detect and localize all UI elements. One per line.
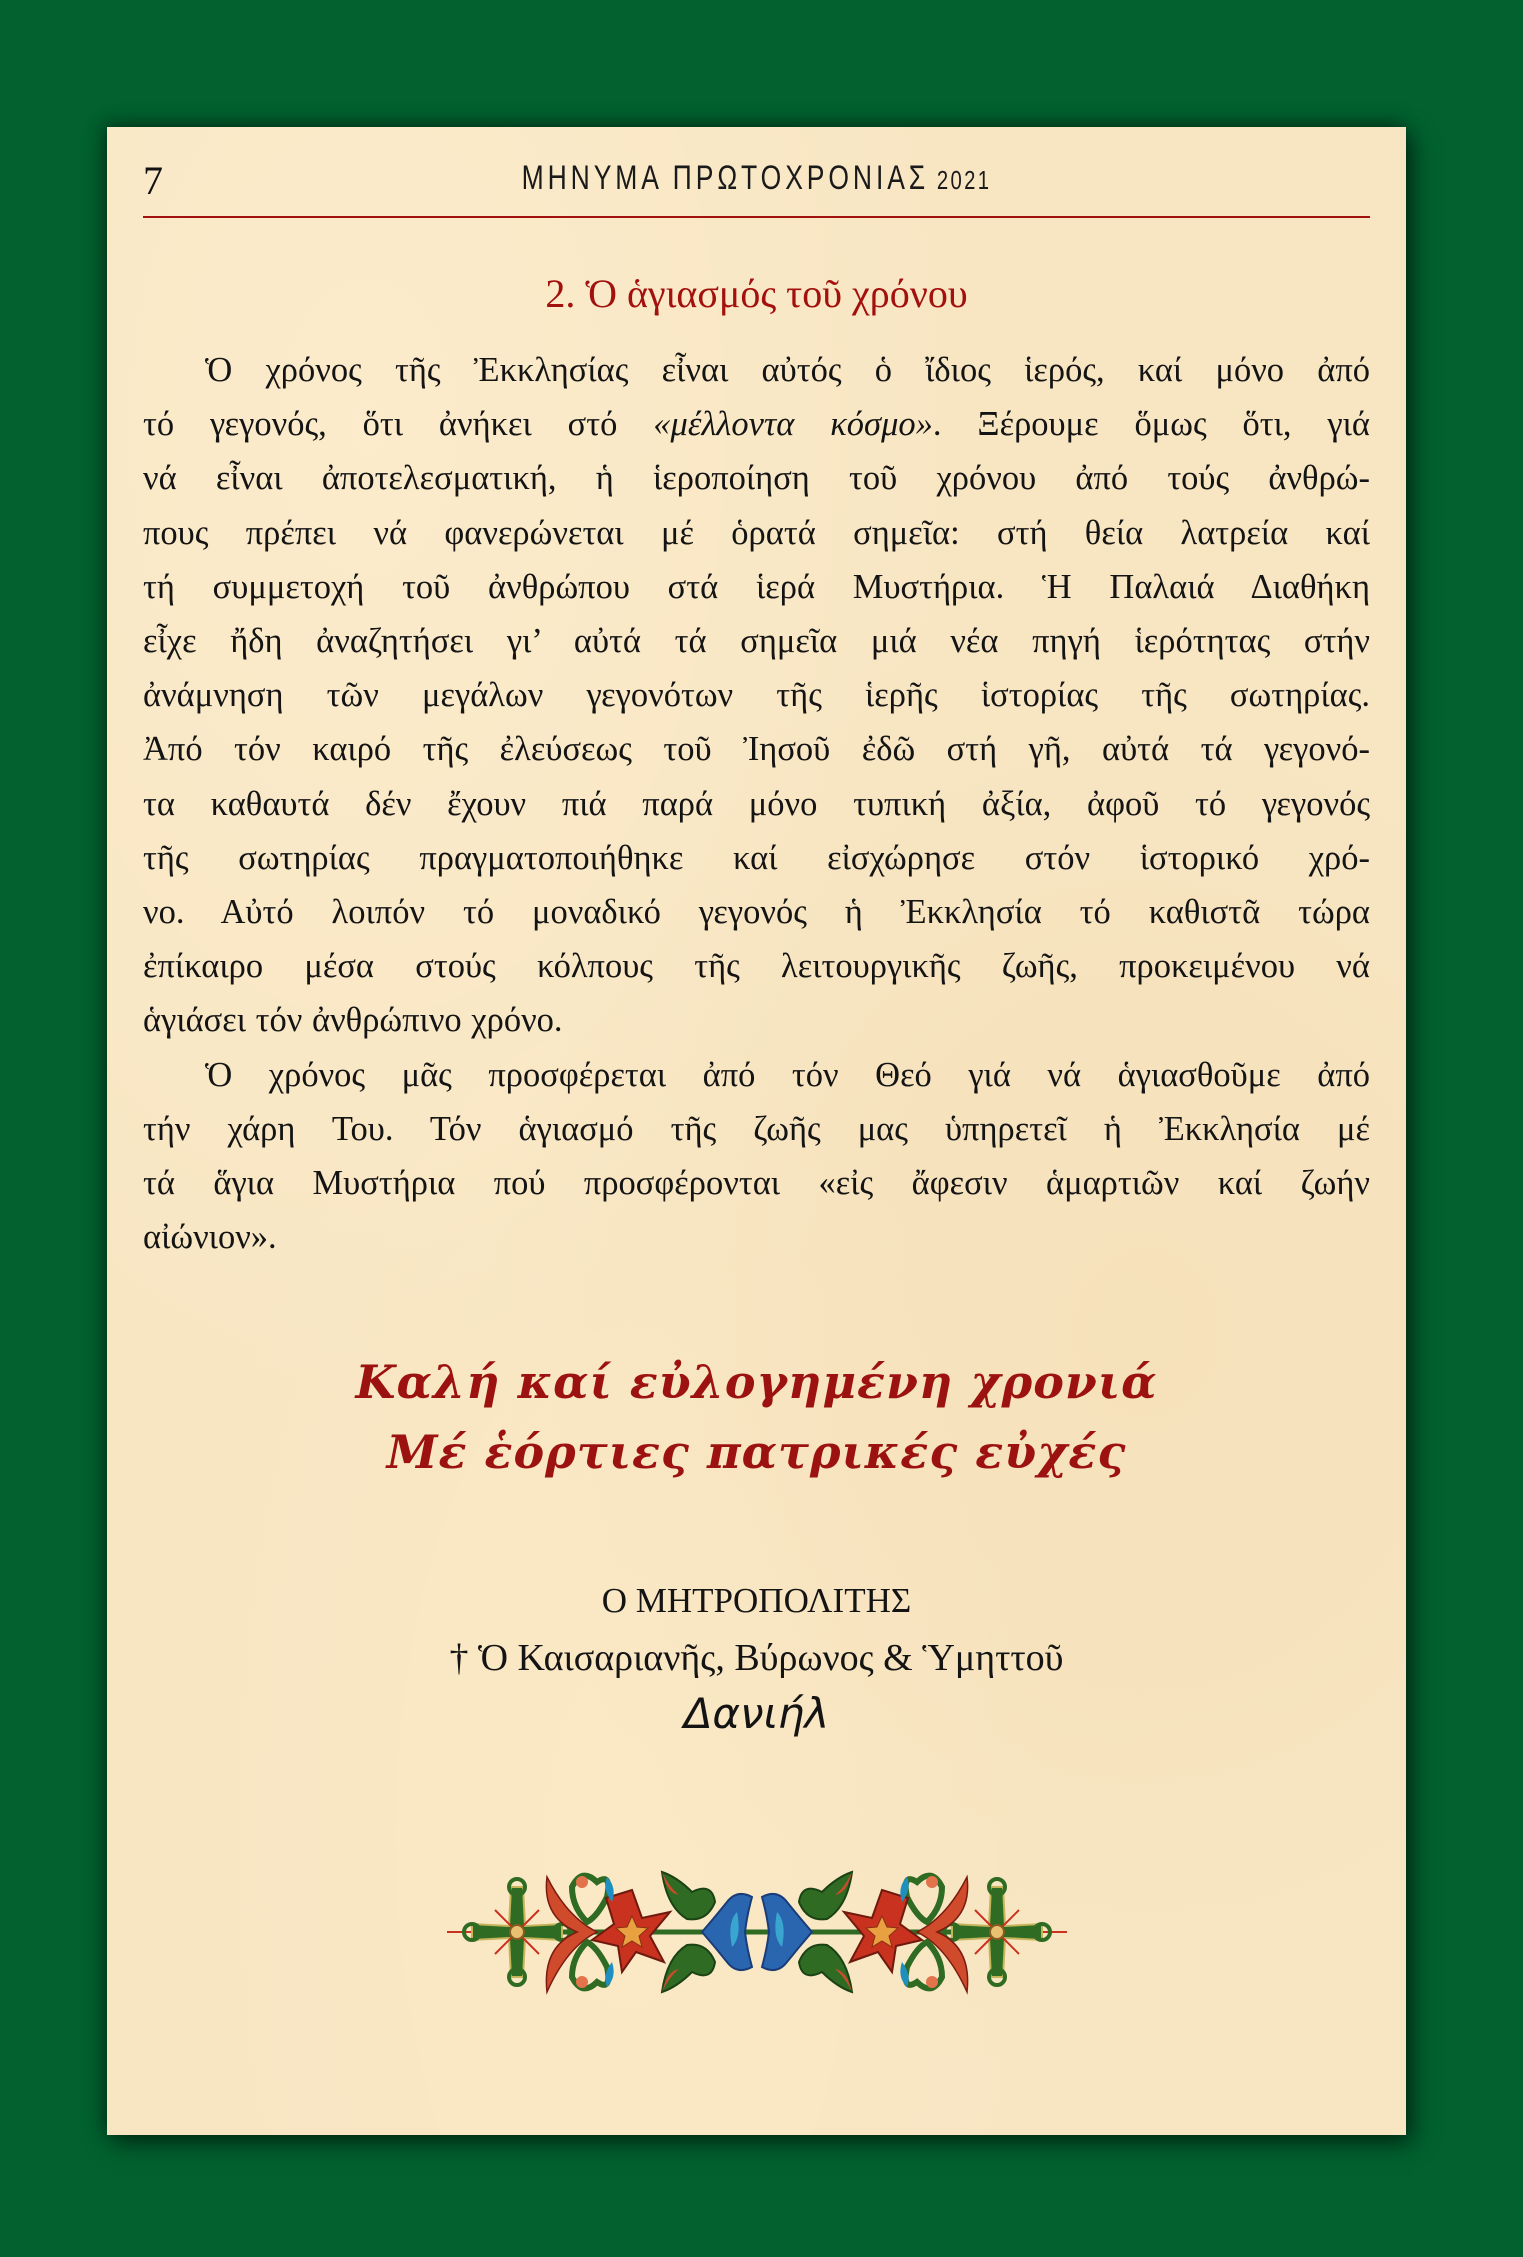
- document-page: [107, 127, 1406, 2135]
- signature-see: † Ὁ Καισαριανῆς, Βύρωνος & Ὑμηττοῦ: [449, 1637, 1064, 1679]
- body-text: [143, 343, 1370, 1264]
- text-line: Ὁ χρόνος μᾶς προσφέρεται ἀπό τόν Θεό γιά νά ἁγιασθοῦμε ἀπό: [205, 1055, 1370, 1094]
- text-line: νά εἶναι ἀποτελεσματική, ἡ ἱεροποίηση τοῦ χρόνου ἀπό τούς ἀνθρώ-: [143, 459, 1370, 498]
- text-line: τήν χάρη Του. Τόν ἁγιασμό τῆς ζωῆς μας ὑπηρετεῖ ἡ Ἐκκλησία μέ: [143, 1109, 1370, 1148]
- text-line: τῆς σωτηρίας πραγματοποιήθηκε καί εἰσχώρησε στόν ἱστορικό χρό-: [143, 838, 1370, 877]
- paragraph-2: [143, 1048, 1370, 1265]
- page-number: 7: [143, 158, 163, 203]
- text-line: πους πρέπει νά φανερώνεται μέ ὁρατά σημεῖα: στή θεία λατρεία καί: [143, 513, 1370, 552]
- quoted-phrase: «μέλλοντα κόσμο»: [653, 405, 933, 444]
- text-line: Ὁ χρόνος τῆς Ἐκκλησίας εἶναι αὐτός ὁ ἴδιος ἱερός, καί μόνο ἀπό: [205, 351, 1370, 389]
- signature-name: Δανιήλ: [683, 1689, 830, 1738]
- new-year-greeting: [107, 1347, 1406, 1487]
- text-line: ἐπίκαιρο μέσα στούς κόλπους τῆς λειτουργικῆς ζωῆς, προκειμένου νά: [143, 947, 1370, 986]
- text-line: τα καθαυτά δέν ἔχουν πιά παρά μόνο τυπική ἀξία, ἀφοῦ τό γεγονός: [143, 784, 1370, 823]
- text-line: τή συμμετοχή τοῦ ἀνθρώπου στά ἱερά Μυστήρια. Ἡ Παλαιά Διαθήκη: [143, 567, 1370, 606]
- signature-title: Ο ΜΗΤΡΟΠΟΛΙΤΗΣ: [601, 1581, 912, 1620]
- running-head-title: [278, 159, 1235, 198]
- signature-block: [107, 1572, 1406, 1742]
- paragraph-1: [143, 343, 1370, 1048]
- running-head-title-text: ΜΗΝΥΜΑ ΠΡΩΤΟΧΡΟΝΙΑΣ: [521, 159, 930, 197]
- text-line: αἰώνιον».: [143, 1218, 277, 1257]
- section-heading: 2. Ὁ ἁγιασμός τοῦ χρόνου: [545, 271, 968, 316]
- text-line: Ἀπό τόν καιρό τῆς ἐλεύσεως τοῦ Ἰησοῦ ἐδῶ στή γῆ, αὐτά τά γεγονό-: [143, 730, 1370, 769]
- header-divider-rule: [143, 216, 1370, 218]
- greeting-line-2: Μέ ἑόρτιες πατρικές εὐχές: [386, 1425, 1127, 1479]
- text-line: νο. Αὐτό λοιπόν τό μοναδικό γεγονός ἡ Ἐκκλησία τό καθιστᾶ τώρα: [143, 893, 1370, 932]
- text-line: τά ἅγια Μυστήρια πού προσφέρονται «εἰς ἄφεσιν ἁμαρτιῶν καί ζωήν: [143, 1164, 1370, 1203]
- text-line: ἀνάμνηση τῶν μεγάλων γεγονότων τῆς ἱερῆς ἱστορίας τῆς σωτηρίας.: [143, 676, 1370, 715]
- running-head: [143, 149, 1370, 209]
- running-head-year: 2021: [936, 165, 992, 195]
- text-line: εἶχε ἤδη ἀναζητήσει γι’ αὐτά τά σημεῖα μιά νέα πηγή ἱερότητας στήν: [143, 622, 1370, 661]
- text-line: ἁγιάσει τόν ἀνθρώπινο χρόνο.: [143, 1001, 563, 1040]
- text-line: τό γεγονός, ὅτι ἀνήκει στό «μέλλοντα κόσμο». Ξέρουμε ὅμως ὅτι, γιά: [143, 405, 1370, 444]
- floral-cross-ornament-icon: [447, 1857, 1067, 2007]
- greeting-line-1: Καλή καί εὐλογημένη χρονιά: [355, 1355, 1158, 1409]
